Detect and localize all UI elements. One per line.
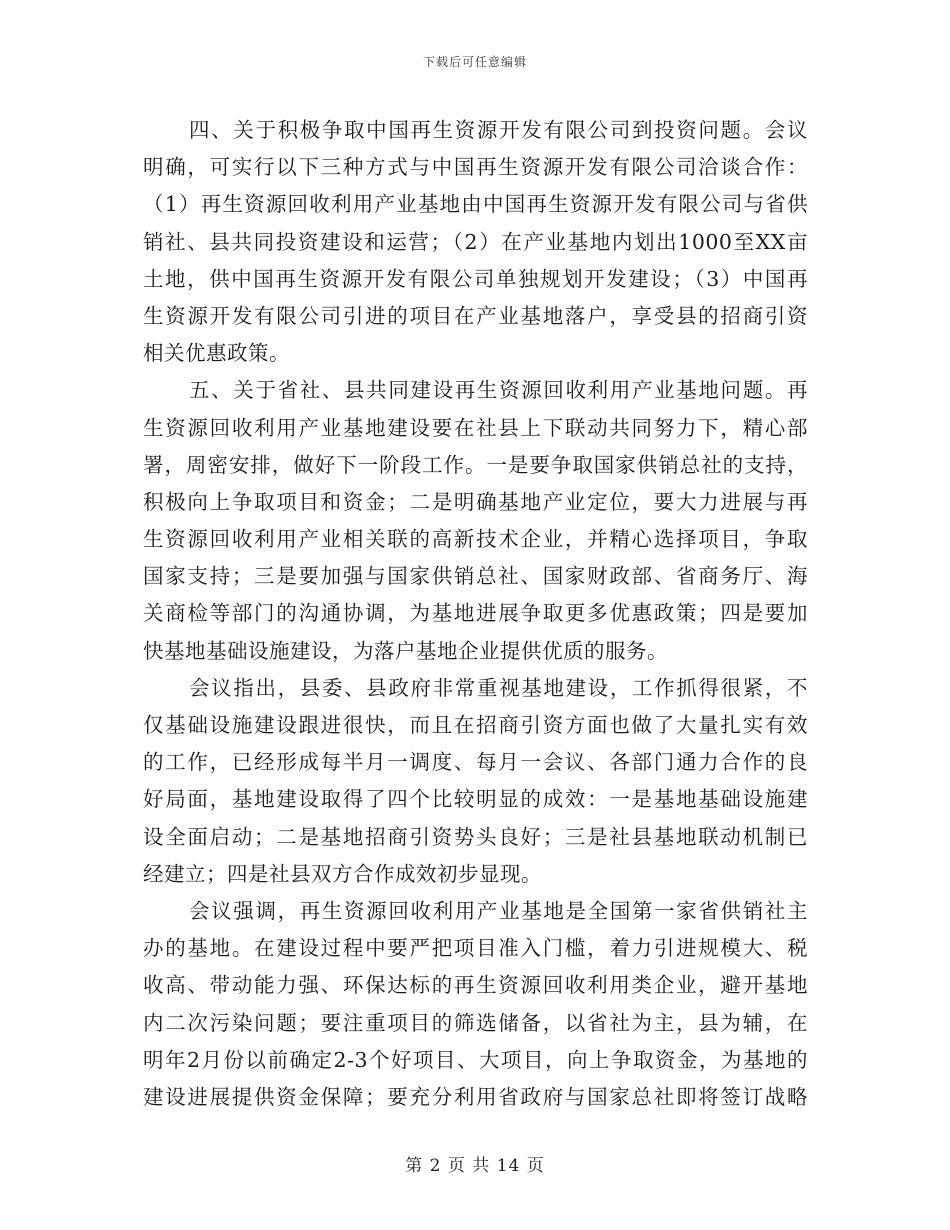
body-line: 会议强调，再生资源回收利用产业基地是全国第一家省供销社主 [189, 898, 808, 923]
body-line: 仅基础设施建设跟进很快，而且在招商引资方面也做了大量扎实有效 [143, 713, 808, 737]
page-header-note: 下载后可任意编辑 [422, 55, 527, 69]
body-line: 明年2月份以前确定2-3个好项目、大项目，向上争取资金，为基地的 [143, 1047, 808, 1072]
body-line: 办的基地。在建设过程中要严把项目准入门槛，着力引进规模大、税 [143, 936, 808, 961]
body-line: 生资源回收利用产业基地建设要在社县上下联动共同努力下，精心部 [143, 415, 808, 440]
body-line: 好局面，基地建设取得了四个比较明显的成效：一是基地基础设施建 [143, 787, 808, 812]
body-line: 快基地基础设施建设，为落户基地企业提供优质的服务。 [143, 638, 668, 663]
body-line: 积极向上争取项目和资金；二是明确基地产业定位，要大力进展与再 [143, 489, 808, 514]
body-line: 收高、带动能力强、环保达标的再生资源回收利用类企业，避开基地 [143, 973, 808, 998]
body-line: 土地，供中国再生资源开发有限公司单独规划开发建设；（3）中国再 [143, 266, 808, 291]
document-body [143, 112, 808, 1116]
body-line: 明确，可实行以下三种方式与中国再生资源开发有限公司洽谈合作： [143, 155, 808, 180]
body-line: 署，周密安排，做好下一阶段工作。一是要争取国家供销总社的支持， [143, 452, 808, 477]
body-line: 设全面启动；二是基地招商引资势头良好；三是社县基地联动机制已 [143, 824, 808, 849]
body-line: 关商检等部门的沟通协调，为基地进展争取更多优惠政策；四是要加 [143, 601, 808, 626]
body-line: 建设进展提供资金保障；要充分利用省政府与国家总社即将签订战略 [143, 1084, 808, 1109]
body-line: 销社、县共同投资建设和运营；（2）在产业基地内划出1000至XX亩 [143, 229, 808, 254]
body-line: 相关优惠政策。 [143, 341, 290, 366]
body-line: （1）再生资源回收利用产业基地由中国再生资源开发有限公司与省供 [143, 192, 808, 217]
body-line: 内二次污染问题；要注重项目的筛选储备，以省社为主，县为辅，在 [143, 1010, 808, 1035]
body-line: 生资源开发有限公司引进的项目在产业基地落户，享受县的招商引资 [143, 303, 808, 328]
body-line: 生资源回收利用产业相关联的高新技术企业，并精心选择项目，争取 [143, 527, 808, 552]
body-line: 国家支持；三是要加强与国家供销总社、国家财政部、省商务厅、海 [143, 564, 808, 589]
page-number: 第 2 页 共 14 页 [405, 1156, 545, 1176]
body-line: 会议指出，县委、县政府非常重视基地建设，工作抓得很紧，不 [189, 675, 808, 700]
body-line: 经建立；四是社县双方合作成效初步显现。 [143, 861, 542, 886]
body-line: 的工作，已经形成每半月一调度、每月一会议、各部门通力合作的良 [143, 750, 808, 775]
body-line: 五、关于省社、县共同建设再生资源回收利用产业基地问题。再 [189, 378, 808, 403]
body-line: 四、关于积极争取中国再生资源开发有限公司到投资问题。会议 [189, 118, 808, 142]
